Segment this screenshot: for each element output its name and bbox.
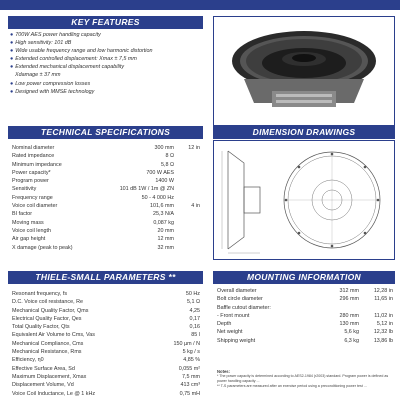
spec-value: 0,16 <box>189 324 200 331</box>
spec-label: Net weight <box>217 329 243 336</box>
spec-row <box>12 227 200 235</box>
spec-row <box>12 348 200 356</box>
spec-label: Resonant frequency, fs <box>12 291 68 297</box>
thiele-small-parameters-table <box>12 290 200 398</box>
spec-value: 8 Ω <box>165 153 174 160</box>
spec-label: Overall diameter <box>217 288 257 294</box>
spec-row <box>12 202 200 210</box>
spec-value: 700 W AES <box>146 169 174 176</box>
product-photo-frame <box>213 16 395 126</box>
spec-value <box>319 304 359 312</box>
spec-row <box>12 356 200 364</box>
spec-value: 312 mm <box>339 288 359 294</box>
spec-label: BI factor <box>12 211 33 218</box>
spec-row <box>217 312 393 320</box>
spec-row <box>12 194 200 202</box>
spec-label: Moving mass <box>12 219 44 226</box>
spec-unit <box>174 169 200 177</box>
thiele-small-parameters-header: THIELE-SMALL PARAMETERS ** <box>8 271 203 284</box>
feature-text: Xdamage ± 37 mm <box>15 72 61 79</box>
spec-value: 6,3 kg <box>344 337 359 344</box>
dimension-drawing <box>214 141 394 259</box>
spec-label: X damage (peak to peak) <box>12 244 73 251</box>
spec-unit <box>174 227 200 235</box>
spec-row <box>12 219 200 227</box>
spec-value: 1400 W <box>155 178 174 185</box>
spec-row <box>217 295 393 303</box>
spec-unit: 11,02 in <box>374 312 393 319</box>
spec-label: Program power <box>12 178 49 185</box>
spec-unit: 12 in <box>188 145 200 151</box>
spec-unit <box>174 161 200 169</box>
spec-row <box>12 290 200 298</box>
feature-text: Designed with MMSE technology <box>15 88 95 95</box>
spec-value: 300 mm <box>154 145 174 151</box>
spec-unit <box>174 219 200 227</box>
spec-label: Sensitivity <box>12 186 37 193</box>
spec-row <box>12 340 200 348</box>
spec-value: 50 - 4 000 Hz <box>141 194 174 201</box>
spec-label: Voice coil diameter <box>12 203 58 210</box>
spec-value: 5,6 kg <box>344 329 359 336</box>
bullet-icon: ● <box>10 32 14 38</box>
spec-row <box>12 365 200 373</box>
spec-value: 5,1 Ω <box>186 299 200 306</box>
spec-unit <box>174 244 200 252</box>
notes-line-1: * The power capacity is determined according to AES2-1984 (r2003) standard. Program power is defined as power handling capacity ... <box>217 374 389 383</box>
spec-row <box>12 390 200 398</box>
spec-value: 7,5 mm <box>182 373 200 380</box>
spec-unit <box>174 194 200 202</box>
bullet-icon: ● <box>10 56 14 63</box>
feature-text: Extended controlled displacement: Xmax ± 7,5 mm <box>15 56 137 63</box>
feature-text: High sensitivity: 101 dB <box>15 40 72 47</box>
spec-label: Total Quality Factor, Qts <box>12 324 70 331</box>
spec-row <box>12 144 200 152</box>
spec-label: Bolt circle diameter <box>217 296 263 303</box>
spec-label: Mechanical Compliance, Cms <box>12 340 84 347</box>
spec-row <box>217 337 393 345</box>
spec-unit: 11,65 in <box>374 296 393 303</box>
spec-unit: 5,12 in <box>376 321 393 328</box>
spec-row <box>12 235 200 243</box>
spec-label: Effective Surface Area, Sd <box>12 365 75 372</box>
feature-item <box>10 88 152 96</box>
feature-item <box>10 47 152 55</box>
spec-label: Voice Coil Inductance, Le @ 1 kHz <box>12 390 96 397</box>
spec-label: Power capacity* <box>12 169 51 176</box>
spec-label: Equivalent Air Volume to Cms, Vas <box>12 332 95 339</box>
spec-row <box>217 287 393 295</box>
feature-item <box>10 71 152 79</box>
bullet-icon <box>10 72 13 78</box>
spec-row <box>12 323 200 331</box>
feature-item <box>10 63 152 71</box>
spec-unit <box>174 185 200 193</box>
feature-item <box>10 55 152 63</box>
notes-title: Notes: <box>217 369 231 374</box>
spec-row <box>12 373 200 381</box>
spec-row <box>12 185 200 193</box>
spec-label: D.C. Voice coil resistance, Re <box>12 299 84 306</box>
key-features-list <box>10 31 152 96</box>
spec-label: - Front mount <box>217 312 250 319</box>
spec-value: 12 mm <box>157 236 174 243</box>
spec-unit <box>174 152 200 160</box>
dimension-drawing-frame <box>213 140 395 260</box>
feature-item <box>10 80 152 88</box>
mounting-information-header: MOUNTING INFORMATION <box>213 271 395 284</box>
spec-row <box>12 381 200 389</box>
notes-block <box>217 369 395 399</box>
spec-value: 4,25 <box>189 307 200 314</box>
speaker-photo <box>214 17 394 125</box>
spec-unit: 12,32 lb <box>373 329 393 336</box>
spec-row <box>12 152 200 160</box>
spec-value: 25,3 N/A <box>153 211 174 218</box>
spec-unit: 12,28 in <box>373 288 393 294</box>
dimension-drawings-header: DIMENSION DRAWINGS <box>213 126 395 139</box>
feature-text: Wide usable frequency range and low harmonic distortion <box>15 48 153 55</box>
spec-value: 5,8 Ω <box>160 161 174 168</box>
spec-unit <box>359 304 393 312</box>
spec-unit <box>174 235 200 243</box>
spec-value: 150 µm / N <box>173 340 200 347</box>
spec-value: 413 cm³ <box>180 382 200 389</box>
spec-row <box>12 298 200 306</box>
spec-label: Baffle cutout diameter: <box>217 304 271 311</box>
spec-unit <box>174 210 200 218</box>
spec-unit: 4 in <box>191 203 200 210</box>
spec-value: 101,6 mm <box>150 203 174 210</box>
top-brand-bar <box>0 0 400 10</box>
spec-row <box>217 304 393 312</box>
spec-value: 5 kg / s <box>182 349 200 356</box>
spec-value: 32 mm <box>157 244 174 251</box>
spec-label: Voice coil length <box>12 227 51 234</box>
spec-label: Depth <box>217 321 232 328</box>
technical-specifications-header: TECHNICAL SPECIFICATIONS <box>8 126 203 139</box>
bullet-icon: ● <box>10 64 14 71</box>
spec-value: 0,087 kg <box>153 219 174 226</box>
spec-row <box>12 210 200 218</box>
feature-text: Extended mechanical displacement capability <box>15 64 125 71</box>
spec-row <box>12 161 200 169</box>
spec-row <box>217 320 393 328</box>
spec-label: Maximum Displacement, Xmax <box>12 373 87 380</box>
technical-specifications-table <box>12 144 200 252</box>
spec-row <box>12 177 200 185</box>
feature-text: 700W AES power handling capacity <box>15 32 101 38</box>
spec-row <box>217 328 393 336</box>
spec-label: Mechanical Resistance, Rms <box>12 349 82 356</box>
spec-value: 280 mm <box>339 312 359 319</box>
feature-item <box>10 39 152 47</box>
spec-value: 101 dB 1W / 1m @ ZN <box>119 186 174 193</box>
bullet-icon: ● <box>10 40 14 47</box>
spec-value: 0,17 <box>189 315 200 322</box>
spec-value: 296 mm <box>339 296 359 303</box>
spec-row <box>12 169 200 177</box>
spec-label: Minimum impedance <box>12 161 62 168</box>
spec-unit: 13,86 lb <box>373 337 393 344</box>
spec-label: Rated impedance <box>12 153 55 160</box>
spec-value: 0,055 m² <box>178 365 200 372</box>
bullet-icon: ● <box>10 88 14 95</box>
spec-label: Efficiency, η0 <box>12 357 44 364</box>
mounting-information-table <box>217 287 393 345</box>
spec-label: Shipping weight <box>217 337 256 344</box>
feature-item <box>10 31 152 39</box>
spec-unit <box>174 177 200 185</box>
spec-value: 50 Hz <box>185 291 200 297</box>
spec-label: Electrical Quality Factor, Qes <box>12 315 82 322</box>
spec-row <box>12 307 200 315</box>
spec-label: Frequency range <box>12 194 53 201</box>
notes-line-2: ** T-S parameters are measured after an exercise period using a preconditioning power test ... <box>217 384 367 388</box>
spec-value: 0,75 mH <box>179 390 200 397</box>
spec-value: 85 l <box>191 332 200 339</box>
feature-text: Low power compression losses <box>15 80 91 87</box>
spec-label: Displacement Volume, Vd <box>12 382 74 389</box>
spec-row <box>12 315 200 323</box>
spec-label: Mechanical Quality Factor, Qms <box>12 307 89 314</box>
spec-value: 20 mm <box>157 227 174 234</box>
key-features-header: KEY FEATURES <box>8 16 203 29</box>
spec-value: 4,85 % <box>183 357 200 364</box>
spec-value: 130 mm <box>339 321 359 328</box>
spec-label: Air gap height <box>12 236 46 243</box>
bullet-icon: ● <box>10 80 14 87</box>
spec-row <box>12 331 200 339</box>
spec-label: Nominal diameter <box>12 145 55 151</box>
spec-row <box>12 244 200 252</box>
bullet-icon: ● <box>10 48 14 55</box>
